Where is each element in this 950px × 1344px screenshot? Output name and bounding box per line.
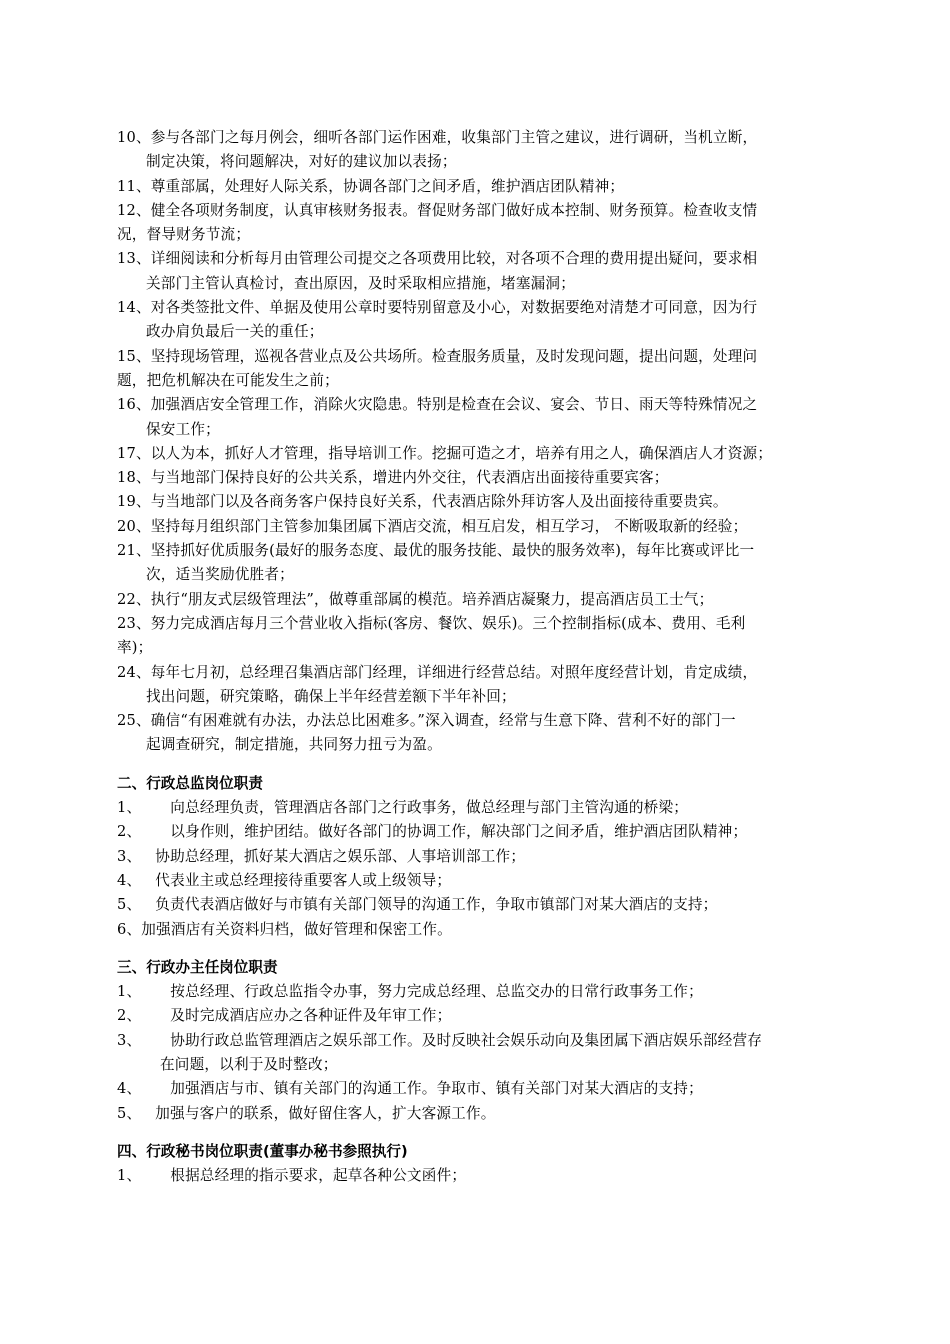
- list-item: 1、 根据总经理的指示要求，起草各种公文函件；: [117, 1167, 467, 1185]
- list-item: 14、对各类签批文件、单据及使用公章时要特别留意及小心，对数据要绝对清楚才可同意，因为行 政办肩负最后一关的重任；: [117, 299, 758, 341]
- list-item: 19、与当地部门以及各商务客户保持良好关系，代表酒店除外拜访客人及出面接待重要贵宾。: [117, 493, 728, 511]
- list-item: 3、 协助总经理，抓好某大酒店之娱乐部、人事培训部工作；: [117, 847, 526, 865]
- list-item: 12、健全各项财务制度，认真审核财务报表。督促财务部门做好成本控制、财务预算。检查收支情 况，督导财务节流；: [117, 201, 758, 244]
- list-item: 24、每年七月初，总经理召集酒店部门经理，详细进行经营总结。对照年度经营计划，肯定成绩， 找出问题，研究策略，确保上半年经营差额下半年补回；: [117, 663, 758, 705]
- list-item: 13、详细阅读和分析每月由管理公司提交之各项费用比较，对各项不合理的费用提出疑问，要求相 关部门主管认真检讨，查出原因，及时采取相应措施，堵塞漏洞；: [117, 250, 758, 292]
- list-item: 16、加强酒店安全管理工作，消除火灾隐患。特别是检查在会议、宴会、节日、雨天等特殊情况之 保安工作；: [117, 396, 758, 438]
- list-item: 21、坚持抓好优质服务(最好的服务态度、最优的服务技能、最快的服务效率)，每年比赛或评比一 次，适当奖励优胜者；: [117, 542, 755, 584]
- list-item: 11、尊重部属，处理好人际关系，协调各部门之间矛盾，维护酒店团队精神；: [117, 177, 625, 195]
- list-item: 20、坚持每月组织部门主管参加集团属下酒店交流，相互启发，相互学习， 不断吸取新的经验；: [117, 517, 748, 535]
- list-item: 2、 及时完成酒店应办之各种证件及年审工作；: [117, 1007, 452, 1025]
- list-item: 25、确信“有困难就有办法，办法总比困难多。”深入调查，经常与生意下降、营利不好的部门一 起调查研究，制定措施，共同努力扭亏为盈。: [117, 712, 736, 754]
- list-item: 17、以人为本，抓好人才管理，指导培训工作。挖掘可造之才，培养有用之人，确保酒店人才资源；: [117, 444, 773, 462]
- list-item: 4、 代表业主或总经理接待重要客人或上级领导；: [117, 871, 452, 889]
- list-item: 4、 加强酒店与市、镇有关部门的沟通工作。争取市、镇有关部门对某大酒店的支持；: [117, 1080, 703, 1098]
- list-item: 5、 负责代表酒店做好与市镇有关部门领导的沟通工作，争取市镇部门对某大酒店的支持；: [117, 896, 718, 914]
- list-item: 23、努力完成酒店每月三个营业收入指标(客房、餐饮、娱乐)。三个控制指标(成本、费用、毛利 率)；: [117, 614, 746, 657]
- list-item: 18、与当地部门保持良好的公共关系，增进内外交往，代表酒店出面接待重要宾客；: [117, 469, 669, 487]
- list-item: 1、 按总经理、行政总监指令办事，努力完成总经理、总监交办的日常行政事务工作；: [117, 983, 703, 1001]
- list-item: 2、 以身作则，维护团结。做好各部门的协调工作，解决部门之间矛盾，维护酒店团队精神；: [117, 823, 748, 841]
- list-item: 6、加强酒店有关资料归档，做好管理和保密工作。: [117, 920, 452, 938]
- section-heading: 三、行政办主任岗位职责: [117, 958, 278, 976]
- document-body: [117, 126, 842, 1188]
- section-heading: 二、行政总监岗位职责: [117, 774, 263, 792]
- list-item: 5、 加强与客户的联系，做好留住客人，扩大客源工作。: [117, 1104, 496, 1122]
- list-item: 3、 协助行政总监管理酒店之娱乐部工作。及时反映社会娱乐动向及集团属下酒店娱乐部经营存 在问题，以利于及时整改；: [117, 1031, 763, 1073]
- list-item: 10、参与各部门之每月例会，细听各部门运作困难，收集部门主管之建议，进行调研，当机立断， 制定决策，将问题解决，对好的建议加以表扬；: [117, 129, 758, 171]
- list-item: 22、执行“朋友式层级管理法”，做尊重部属的模范。培养酒店凝聚力，提高酒店员工士气；: [117, 590, 714, 608]
- list-item: 15、坚持现场管理，巡视各营业点及公共场所。检查服务质量，及时发现问题，提出问题，处理问 题，把危机解决在可能发生之前；: [117, 347, 758, 389]
- section-heading: 四、行政秘书岗位职责(董事办秘书参照执行): [117, 1142, 408, 1160]
- list-item: 1、 向总经理负责，管理酒店各部门之行政事务，做总经理与部门主管沟通的桥梁；: [117, 799, 689, 817]
